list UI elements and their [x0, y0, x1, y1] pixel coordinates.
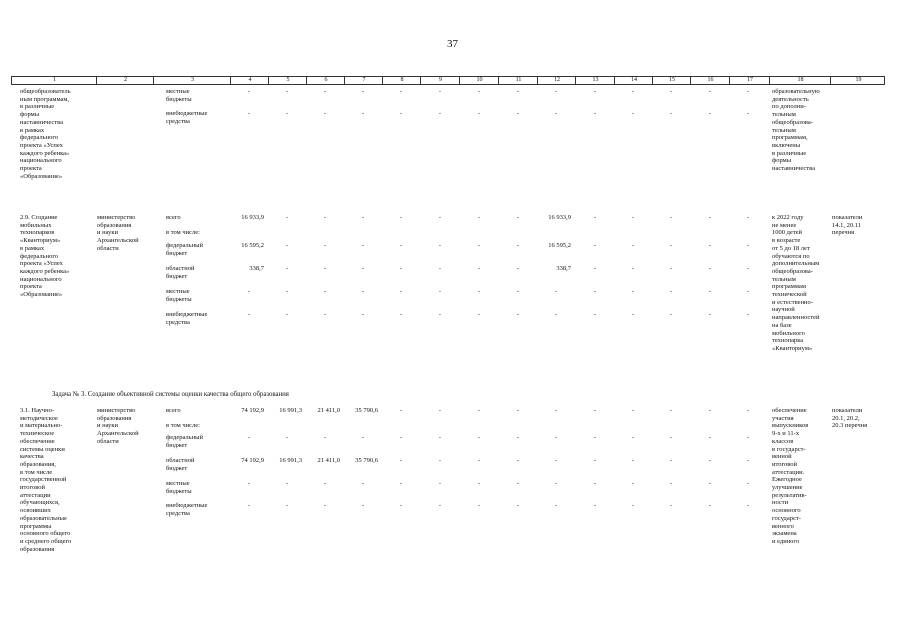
- block1-value-5-13: -: [593, 311, 597, 318]
- block2-value-4-4: -: [247, 480, 251, 487]
- block1-value-0-17: -: [746, 214, 750, 221]
- header-cell-4: 4: [248, 77, 252, 83]
- block1-value-3-7: -: [361, 265, 365, 272]
- block0-value-0-15: -: [669, 88, 673, 95]
- block1-value-0-7: -: [361, 214, 365, 221]
- block1-value-4-17: -: [746, 288, 750, 295]
- block1-source-label-2: федеральный бюджет: [166, 242, 203, 257]
- block1-value-5-12: -: [554, 311, 558, 318]
- block1-value-2-4: 16 595,2: [241, 242, 264, 249]
- block1-value-2-8: -: [399, 242, 403, 249]
- block1-value-5-4: -: [247, 311, 251, 318]
- block2-executor: министерство образования и науки Архангельской области: [97, 407, 139, 445]
- block2-value-2-17: -: [746, 434, 750, 441]
- block0-value-1-13: -: [593, 110, 597, 117]
- block2-source-label-0: всего: [166, 407, 181, 414]
- block1-value-4-11: -: [516, 288, 520, 295]
- block0-value-0-9: -: [438, 88, 442, 95]
- block1-value-3-16: -: [708, 265, 712, 272]
- block1-value-3-4: 338,7: [249, 265, 264, 272]
- block1-value-2-6: -: [323, 242, 327, 249]
- block2-value-3-8: -: [399, 457, 403, 464]
- task-title: Задача № 3. Создание объективной системы оценки качества общего образования: [52, 391, 289, 398]
- block2-value-0-11: -: [516, 407, 520, 414]
- block1-value-5-8: -: [399, 311, 403, 318]
- header-cell-2: 2: [124, 77, 127, 83]
- block1-value-3-11: -: [516, 265, 520, 272]
- block1-value-2-9: -: [438, 242, 442, 249]
- block1-value-2-17: -: [746, 242, 750, 249]
- block1-source-label-3: областной бюджет: [166, 265, 195, 280]
- table-header-row: [11, 76, 885, 85]
- block1-value-0-15: -: [669, 214, 673, 221]
- block1-value-0-13: -: [593, 214, 597, 221]
- block2-value-0-4: 74 192,9: [241, 407, 264, 414]
- block0-value-1-5: -: [285, 110, 289, 117]
- block1-value-4-10: -: [477, 288, 481, 295]
- block2-value-0-17: -: [746, 407, 750, 414]
- block2-value-5-13: -: [593, 502, 597, 509]
- block2-source-label-1: в том числе:: [166, 422, 200, 429]
- block2-value-2-15: -: [669, 434, 673, 441]
- block1-value-2-13: -: [593, 242, 597, 249]
- block1-executor: министерство образования и науки Архангельской области: [97, 214, 139, 252]
- block1-value-5-9: -: [438, 311, 442, 318]
- block2-value-5-8: -: [399, 502, 403, 509]
- header-cell-1: 1: [53, 77, 56, 83]
- block0-value-0-13: -: [593, 88, 597, 95]
- block2-value-2-8: -: [399, 434, 403, 441]
- block0-value-0-11: -: [516, 88, 520, 95]
- block0-value-0-5: -: [285, 88, 289, 95]
- block2-value-0-6: 21 411,0: [317, 407, 340, 414]
- block2-value-3-9: -: [438, 457, 442, 464]
- block1-value-4-5: -: [285, 288, 289, 295]
- header-cell-18: 18: [797, 77, 804, 83]
- block1-expected-result: к 2022 году не менее 1000 детей в возрасте от 5 до 18 лет обучаются по дополнительным общеобразова- тельным программам технической и естественно- научной направленностей на базе мобильного технопарка «Кванториум»: [772, 214, 820, 352]
- block1-value-2-5: -: [285, 242, 289, 249]
- block0-value-0-4: -: [247, 88, 251, 95]
- block1-value-3-5: -: [285, 265, 289, 272]
- block1-value-0-12: 16 933,9: [548, 214, 571, 221]
- block1-value-5-17: -: [746, 311, 750, 318]
- block2-value-2-5: -: [285, 434, 289, 441]
- block2-value-2-7: -: [361, 434, 365, 441]
- block1-value-3-9: -: [438, 265, 442, 272]
- block2-value-0-8: -: [399, 407, 403, 414]
- block1-value-4-15: -: [669, 288, 673, 295]
- header-cell-11: 11: [515, 77, 522, 83]
- block2-value-0-16: -: [708, 407, 712, 414]
- block1-value-0-14: -: [631, 214, 635, 221]
- block2-value-0-7: 35 790,6: [355, 407, 378, 414]
- block2-value-0-10: -: [477, 407, 481, 414]
- block1-value-4-6: -: [323, 288, 327, 295]
- block0-value-1-8: -: [399, 110, 403, 117]
- block1-value-2-11: -: [516, 242, 520, 249]
- block0-value-0-14: -: [631, 88, 635, 95]
- block2-value-2-13: -: [593, 434, 597, 441]
- block2-value-4-6: -: [323, 480, 327, 487]
- header-cell-16: 16: [707, 77, 714, 83]
- block1-value-5-10: -: [477, 311, 481, 318]
- header-cell-12: 12: [554, 77, 560, 83]
- block0-value-0-6: -: [323, 88, 327, 95]
- block1-value-0-6: -: [323, 214, 327, 221]
- block1-value-5-6: -: [323, 311, 327, 318]
- block1-value-5-16: -: [708, 311, 712, 318]
- block2-value-3-15: -: [669, 457, 673, 464]
- block1-value-0-10: -: [477, 214, 481, 221]
- block1-value-0-4: 16 933,9: [241, 214, 264, 221]
- block2-value-4-5: -: [285, 480, 289, 487]
- block0-source-label-1: внебюджетные средства: [166, 110, 208, 125]
- block2-source-label-4: местные бюджеты: [166, 480, 192, 495]
- block0-expected-result: образовательную деятельность по дополни- тельным общеобразова- тельным программам, включены в различные формы наставничества: [772, 88, 820, 173]
- block2-value-0-5: 16 991,3: [279, 407, 302, 414]
- block2-value-3-16: -: [708, 457, 712, 464]
- block2-value-3-4: 74 192,9: [241, 457, 264, 464]
- header-cell-10: 10: [476, 77, 483, 83]
- page-number: 37: [447, 38, 458, 50]
- block2-value-3-7: 35 790,6: [355, 457, 378, 464]
- block0-value-1-4: -: [247, 110, 251, 117]
- block1-value-0-5: -: [285, 214, 289, 221]
- block2-value-3-10: -: [477, 457, 481, 464]
- block0-value-0-16: -: [708, 88, 712, 95]
- header-cell-9: 9: [439, 77, 442, 83]
- block1-value-4-8: -: [399, 288, 403, 295]
- block1-value-5-11: -: [516, 311, 520, 318]
- block2-value-2-10: -: [477, 434, 481, 441]
- block1-value-5-7: -: [361, 311, 365, 318]
- block0-value-1-6: -: [323, 110, 327, 117]
- block2-indicators: показатели 20.1, 20.2, 20.3 перечня: [832, 407, 868, 430]
- block1-indicators: показатели 14.1, 20.11 перечня: [832, 214, 863, 237]
- block1-description: 2.9. Создание мобильных технопарков «Кванториум» в рамках федерального проекта «Успех каждого ребенка» национального проекта «Образование»: [20, 214, 70, 299]
- block1-value-0-16: -: [708, 214, 712, 221]
- block0-value-1-16: -: [708, 110, 712, 117]
- block2-value-3-17: -: [746, 457, 750, 464]
- header-cell-7: 7: [362, 77, 366, 83]
- block1-value-4-14: -: [631, 288, 635, 295]
- block0-source-label-0: местные бюджеты: [166, 88, 192, 103]
- block0-value-1-10: -: [477, 110, 481, 117]
- block1-value-0-11: -: [516, 214, 520, 221]
- block1-value-5-14: -: [631, 311, 635, 318]
- block1-source-label-1: в том числе:: [166, 229, 200, 236]
- block2-value-0-15: -: [669, 407, 673, 414]
- header-cell-13: 13: [592, 77, 599, 83]
- block0-description: общеобразователь ным программам, в различные формы наставничества в рамках федерального проекта «Успех каждого ребенка» национального проекта «Образование»: [20, 88, 71, 180]
- block0-value-0-12: -: [554, 88, 558, 95]
- block2-value-4-15: -: [669, 480, 673, 487]
- block0-value-1-11: -: [516, 110, 520, 117]
- block1-value-3-12: 338,7: [556, 265, 571, 272]
- block1-value-3-15: -: [669, 265, 673, 272]
- block2-value-0-14: -: [631, 407, 635, 414]
- block2-source-label-3: областной бюджет: [166, 457, 195, 472]
- block0-value-1-14: -: [631, 110, 635, 117]
- block1-value-4-9: -: [438, 288, 442, 295]
- block2-value-4-11: -: [516, 480, 520, 487]
- block0-value-0-10: -: [477, 88, 481, 95]
- block2-value-5-12: -: [554, 502, 558, 509]
- block1-value-3-17: -: [746, 265, 750, 272]
- block1-value-2-16: -: [708, 242, 712, 249]
- block2-value-5-4: -: [247, 502, 251, 509]
- header-cell-17: 17: [747, 77, 753, 83]
- header-cell-14: 14: [631, 77, 637, 83]
- header-cell-15: 15: [669, 77, 675, 83]
- block2-value-0-13: -: [593, 407, 597, 414]
- block0-value-0-17: -: [746, 88, 750, 95]
- block2-value-4-14: -: [631, 480, 635, 487]
- block1-value-4-12: -: [554, 288, 558, 295]
- block2-value-5-16: -: [708, 502, 712, 509]
- block2-value-5-15: -: [669, 502, 673, 509]
- block0-value-1-9: -: [438, 110, 442, 117]
- block2-value-2-4: -: [247, 434, 251, 441]
- block2-value-5-14: -: [631, 502, 635, 509]
- block2-value-2-12: -: [554, 434, 558, 441]
- block0-value-0-8: -: [399, 88, 403, 95]
- header-cell-6: 6: [324, 77, 328, 83]
- block2-value-3-12: -: [554, 457, 558, 464]
- block1-value-2-10: -: [477, 242, 481, 249]
- block2-value-4-16: -: [708, 480, 712, 487]
- block2-value-5-11: -: [516, 502, 520, 509]
- block1-value-0-8: -: [399, 214, 403, 221]
- block2-value-2-14: -: [631, 434, 635, 441]
- block2-value-4-12: -: [554, 480, 558, 487]
- block2-value-3-14: -: [631, 457, 635, 464]
- block2-value-4-10: -: [477, 480, 481, 487]
- block2-value-3-6: 21 411,0: [317, 457, 340, 464]
- block1-value-5-5: -: [285, 311, 289, 318]
- block1-value-3-10: -: [477, 265, 481, 272]
- block1-value-3-13: -: [593, 265, 597, 272]
- block2-source-label-5: внебюджетные средства: [166, 502, 208, 517]
- block1-source-label-0: всего: [166, 214, 181, 221]
- block2-value-2-6: -: [323, 434, 327, 441]
- block2-value-5-5: -: [285, 502, 289, 509]
- block1-value-3-6: -: [323, 265, 327, 272]
- block2-value-2-9: -: [438, 434, 442, 441]
- block1-value-2-7: -: [361, 242, 365, 249]
- block1-value-5-15: -: [669, 311, 673, 318]
- block2-value-5-7: -: [361, 502, 365, 509]
- block2-value-5-9: -: [438, 502, 442, 509]
- block2-value-4-13: -: [593, 480, 597, 487]
- block2-value-4-7: -: [361, 480, 365, 487]
- block2-value-3-13: -: [593, 457, 597, 464]
- block1-value-4-7: -: [361, 288, 365, 295]
- block2-value-2-16: -: [708, 434, 712, 441]
- block1-value-4-4: -: [247, 288, 251, 295]
- block2-value-2-11: -: [516, 434, 520, 441]
- block1-value-3-14: -: [631, 265, 635, 272]
- block2-value-3-11: -: [516, 457, 520, 464]
- block0-value-0-7: -: [361, 88, 365, 95]
- block1-source-label-5: внебюджетные средства: [166, 311, 208, 326]
- block1-value-0-9: -: [438, 214, 442, 221]
- block2-value-4-9: -: [438, 480, 442, 487]
- block1-source-label-4: местные бюджеты: [166, 288, 192, 303]
- block2-description: 3.1. Научно- методическое и материально- техническое обеспечение системы оценки качества образования, в том числе государственной итоговой аттестации обучающихся, освоивших образовательные программы основного общего и среднего общего образования: [20, 407, 72, 553]
- block2-expected-result: обеспечение участия выпускников 9-х и 11-х классов в государст- венной итоговой аттестации. Ежегодное улучшение результатив- ности основного государст- венного экзамена и единого: [772, 407, 809, 545]
- block1-value-4-16: -: [708, 288, 712, 295]
- block1-value-2-15: -: [669, 242, 673, 249]
- block0-value-1-17: -: [746, 110, 750, 117]
- header-cell-19: 19: [855, 77, 862, 83]
- block2-value-5-17: -: [746, 502, 750, 509]
- block2-value-5-6: -: [323, 502, 327, 509]
- block1-value-2-14: -: [631, 242, 635, 249]
- block2-source-label-2: федеральный бюджет: [166, 434, 203, 449]
- block2-value-0-9: -: [438, 407, 442, 414]
- block2-value-5-10: -: [477, 502, 481, 509]
- block1-value-4-13: -: [593, 288, 597, 295]
- block2-value-4-8: -: [399, 480, 403, 487]
- block0-value-1-7: -: [361, 110, 365, 117]
- header-cell-5: 5: [286, 77, 290, 83]
- block0-value-1-15: -: [669, 110, 673, 117]
- block2-value-3-5: 16 991,3: [279, 457, 302, 464]
- header-cell-8: 8: [400, 77, 404, 83]
- block2-value-0-12: -: [554, 407, 558, 414]
- block0-value-1-12: -: [554, 110, 558, 117]
- header-cell-3: 3: [191, 77, 194, 83]
- block1-value-2-12: 16 595,2: [548, 242, 571, 249]
- block2-value-4-17: -: [746, 480, 750, 487]
- block1-value-3-8: -: [399, 265, 403, 272]
